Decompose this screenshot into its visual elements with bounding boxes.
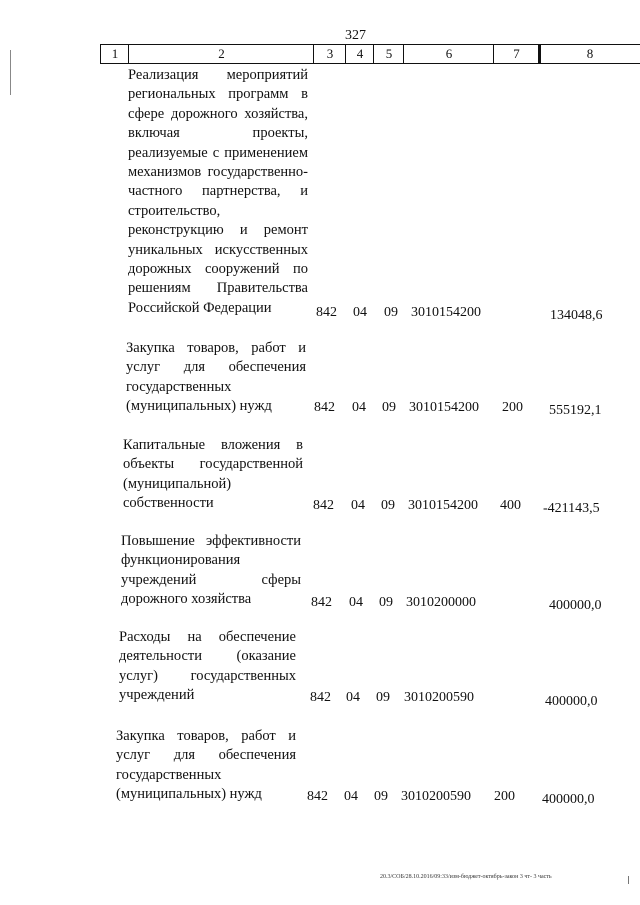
- cell-col-5: 09: [379, 595, 393, 610]
- cell-col-3: 842: [307, 789, 328, 804]
- row-description: Закупка товаров, работ и услуг для обеспечения государственных (муниципальных) нужд: [116, 728, 296, 803]
- cell-col-4: 04: [344, 789, 358, 804]
- cell-col-5: 09: [374, 789, 388, 804]
- cell-col-7: 200: [502, 400, 523, 415]
- cell-col-6: 3010154200: [408, 498, 478, 513]
- cell-col-5: 09: [376, 690, 390, 705]
- margin-mark: [10, 50, 11, 95]
- header-col-8: 8: [539, 44, 640, 64]
- cell-col-8: 134048,6: [550, 308, 603, 323]
- cell-col-6: 3010154200: [411, 305, 481, 320]
- header-col-4: 4: [345, 44, 374, 64]
- cell-col-5: 09: [384, 305, 398, 320]
- row-description: Закупка товаров, работ и услуг для обеспечения государственных (муниципальных) нужд: [126, 340, 306, 415]
- cell-col-5: 09: [381, 498, 395, 513]
- cell-col-7: 200: [494, 789, 515, 804]
- cell-col-4: 04: [346, 690, 360, 705]
- cell-col-4: 04: [353, 305, 367, 320]
- cell-col-8: 400000,0: [542, 792, 595, 807]
- cell-col-6: 3010200590: [401, 789, 471, 804]
- header-col-2: 2: [128, 44, 314, 64]
- cell-col-5: 09: [382, 400, 396, 415]
- footer-file-path: 20.3/СОБ/28.10.2016/09:33/изм-бюджет-октябрь-закон 3 чт- 3 часть: [380, 874, 552, 880]
- page-number: 327: [345, 28, 366, 43]
- cell-col-4: 04: [351, 498, 365, 513]
- cell-col-6: 3010200590: [404, 690, 474, 705]
- cell-col-3: 842: [311, 595, 332, 610]
- cell-col-8: 400000,0: [549, 598, 602, 613]
- cell-col-3: 842: [316, 305, 337, 320]
- cell-col-7: 400: [500, 498, 521, 513]
- cell-col-3: 842: [310, 690, 331, 705]
- cell-col-8: 555192,1: [549, 403, 602, 418]
- header-col-5: 5: [373, 44, 404, 64]
- table-header-row: [100, 44, 594, 64]
- header-col-3: 3: [313, 44, 346, 64]
- cell-col-6: 3010154200: [409, 400, 479, 415]
- cell-col-6: 3010200000: [406, 595, 476, 610]
- cell-col-8: 400000,0: [545, 694, 598, 709]
- header-col-6: 6: [403, 44, 494, 64]
- row-description: Расходы на обеспечение деятельности (оказание услуг) государственных учреждений: [119, 629, 296, 704]
- row-description: Повышение эффективности функционирования учреждений сферы дорожного хозяйства: [121, 533, 301, 608]
- row-description: Капитальные вложения в объекты государственной (муниципальной) собственности: [123, 437, 303, 512]
- cell-col-3: 842: [313, 498, 334, 513]
- cell-col-4: 04: [349, 595, 363, 610]
- header-col-1: 1: [100, 44, 129, 64]
- cell-col-3: 842: [314, 400, 335, 415]
- row-description: Реализация мероприятий региональных программ в сфере дорожного хозяйства, включая проекты, реализуемые с применением механизмов государственно-частного партнерства, и строительство, реконструкцию и ремонт уникальных искусственных дорожных сооружений по решениям Правительства Российской Федерации: [128, 67, 308, 316]
- cell-col-8: -421143,5: [543, 501, 600, 516]
- header-col-7: 7: [493, 44, 539, 64]
- cell-col-4: 04: [352, 400, 366, 415]
- edge-mark: [628, 876, 629, 884]
